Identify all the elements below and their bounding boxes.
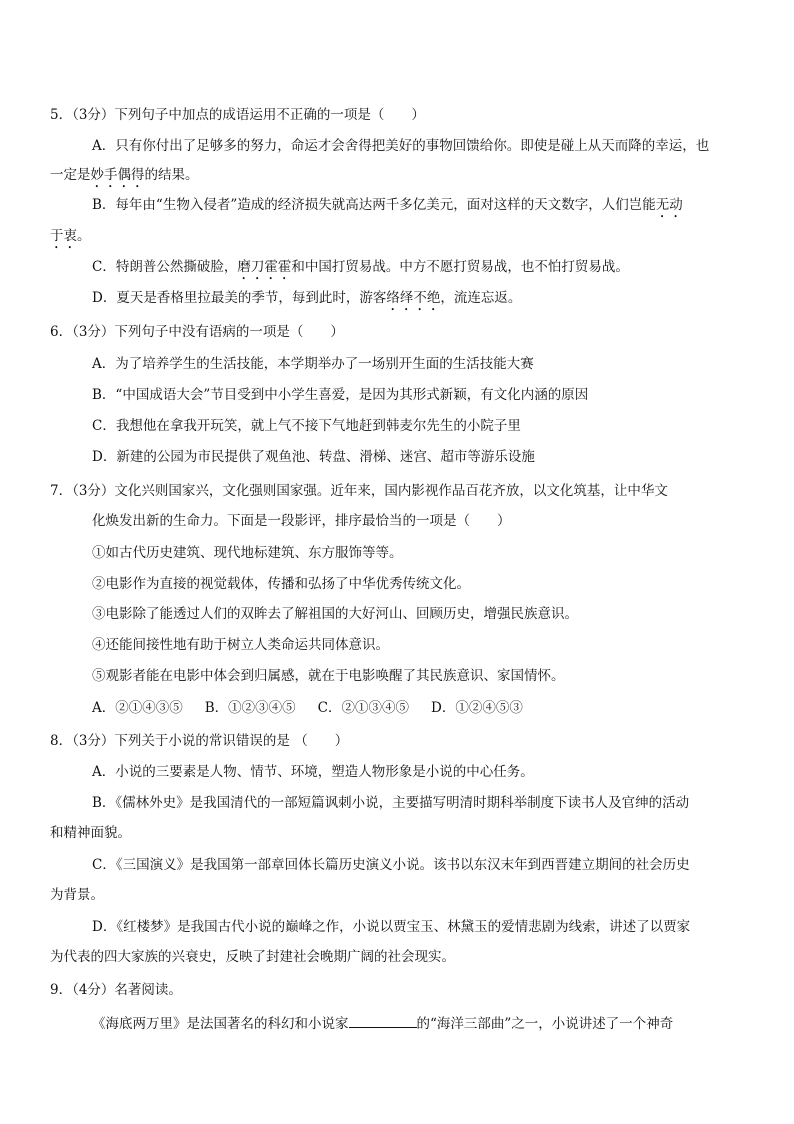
q7-choices xyxy=(92,699,545,717)
q7-sentence-5: ⑤观影者能在电影中体会到归属感，就在于电影唤醒了其民族意识、家国情怀。 xyxy=(92,668,565,684)
q7-choice-c: C．②①③④⑤ xyxy=(317,700,410,716)
q7-sentence-2: ②电影作为直接的视觉载体，传播和弘扬了中华优秀传统文化。 xyxy=(92,576,470,592)
question-7-stem-line2: 化焕发出新的生命力。下面是一段影评，排序最恰当的一项是（ ） xyxy=(92,513,511,529)
question-8-stem: 8．（3分）下列关于小说的常识错误的是 （ ） xyxy=(50,733,349,749)
q8-option-b-line2: 和精神面貌。 xyxy=(50,825,131,841)
q7-choice-b: B．①②③④⑤ xyxy=(204,700,296,716)
q6-option-c: C．我想他在拿我开玩笑，就上气不接下气地赶到韩麦尔先生的小院子里 xyxy=(92,418,521,434)
q6-option-a: A．为了培养学生的生活技能，本学期举办了一场别开生面的生活技能大赛 xyxy=(92,356,534,372)
emphasized-idiom: 妙手偶得 xyxy=(90,167,145,183)
q8-option-d-line2: 为代表的四大家族的兴衰史，反映了封建社会晚期广阔的社会现实。 xyxy=(50,949,455,965)
q9-body-line1: 《海底两万里》是法国著名的科幻和小说家 的“海洋三部曲”之一，小说讲述了一个神奇 xyxy=(92,1013,673,1033)
question-6-stem: 6．（3分）下列句子中没有语病的一项是（ ） xyxy=(50,324,344,340)
emphasized-idiom: 络绎不绝 xyxy=(386,290,441,306)
q6-option-d: D．新建的公园为市民提供了观鱼池、转盘、滑梯、迷宫、超市等游乐设施 xyxy=(92,449,535,465)
q5-option-b-line1: B．每年由“生物入侵者”造成的经济损失就高达两千多亿美元，面对这样的天文数字，人们岂能无动 xyxy=(92,197,683,213)
q5-option-a-line1: A．只有你付出了足够多的努力，命运才会舍得把美好的事物回馈给你。即使是碰上从天而降的幸运，也 xyxy=(92,138,710,154)
emphasized-idiom: 磨刀霍霍 xyxy=(237,259,292,275)
q8-option-c-line1: C．《三国演义》是我国第一部章回体长篇历史演义小说。该书以东汉末年到西晋建立期间的社会历史 xyxy=(92,857,690,873)
q8-option-d-line1: D．《红楼梦》是我国古代小说的巅峰之作，小说以贾宝玉、林黛玉的爱情悲剧为线索，讲述了以贾家 xyxy=(92,919,691,935)
q7-sentence-3: ③电影除了能透过人们的双眸去了解祖国的大好河山、回顾历史，增强民族意识。 xyxy=(92,606,578,622)
q5-option-d: D．夏天是香格里拉最美的季节，每到此时，游客络绎不绝，流连忘返。 xyxy=(92,290,522,306)
emphasized-idiom: 无动 xyxy=(655,197,683,213)
q8-option-b-line1: B．《儒林外史》是我国清代的一部短篇讽刺小说，主要描写明清时期科举制度下读书人及官绅的活动 xyxy=(92,795,690,811)
emphasized-idiom: 于衷 xyxy=(50,228,77,244)
question-7-stem-line1: 7．（3分）文化兴则国家兴，文化强则国家强。近年来，国内影视作品百花齐放，以文化筑基，让中华文 xyxy=(50,483,668,499)
fill-in-blank[interactable] xyxy=(349,1013,417,1028)
q7-choice-d: D．①②④⑤③ xyxy=(431,700,523,716)
q7-sentence-1: ①如古代历史建筑、现代地标建筑、东方服饰等等。 xyxy=(92,545,403,561)
question-5-stem: 5．（3分）下列句子中加点的成语运用不正确的一项是（ ） xyxy=(50,107,425,123)
q5-option-b-line2: 于衷。 xyxy=(50,228,91,244)
q5-option-a-line2: 一定是妙手偶得的结果。 xyxy=(50,167,199,183)
q5-option-c: C．特朗普公然撕破脸，磨刀霍霍和中国打贸易战。中方不愿打贸易战，也不怕打贸易战。 xyxy=(92,259,629,275)
q7-choice-a: A．②①④③⑤ xyxy=(92,700,183,716)
q7-sentence-4: ④还能间接性地有助于树立人类命运共同体意识。 xyxy=(92,637,389,653)
q6-option-b: B．“中国成语大会”节目受到中小学生喜爱，是因为其形式新颖，有文化内涵的原因 xyxy=(92,387,589,403)
question-9-stem: 9．（4分）名著阅读。 xyxy=(50,982,182,998)
q8-option-a: A．小说的三要素是人物、情节、环境，塑造人物形象是小说的中心任务。 xyxy=(92,764,534,780)
q8-option-c-line2: 为背景。 xyxy=(50,887,104,903)
